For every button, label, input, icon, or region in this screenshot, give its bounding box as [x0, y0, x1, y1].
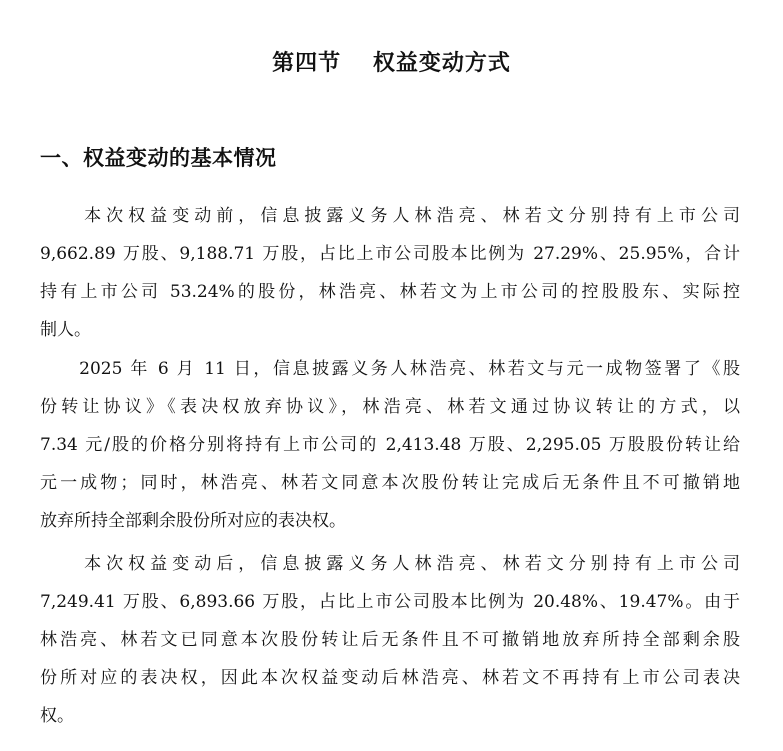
subheading: 一、权益变动的基本情况 [40, 146, 277, 170]
paragraph-line: 份转让协议》《表决权放弃协议》，林浩亮、林若文通过协议转让的方式，以 [40, 397, 740, 417]
paragraph-after-change [40, 545, 740, 735]
paragraph-line: 元一成物；同时，林浩亮、林若文同意本次股份转让完成后无条件且不可撤销地 [40, 473, 740, 493]
paragraph-line: 份所对应的表决权，因此本次权益变动后林浩亮、林若文不再持有上市公司表决 [40, 668, 740, 688]
paragraph-line: 林浩亮、林若文已同意本次股份转让后无条件且不可撤销地放弃所持全部剩余股 [40, 630, 740, 650]
paragraph-line: 2025 年 6 月 11 日，信息披露义务人林浩亮、林若文与元一成物签署了《股 [40, 359, 740, 379]
paragraph-line: 本次权益变动后，信息披露义务人林浩亮、林若文分别持有上市公司 [40, 554, 740, 574]
paragraph-line: 本次权益变动前，信息披露义务人林浩亮、林若文分别持有上市公司 [40, 206, 740, 226]
paragraph-line: 权。 [40, 706, 74, 726]
paragraph-line: 7.34 元/股的价格分别将持有上市公司的 2,413.48 万股、2,295.05 万股股份转让给 [40, 435, 740, 455]
paragraph-line: 制人。 [40, 320, 91, 340]
paragraph-transfer-agreement [40, 350, 740, 540]
paragraph-before-change [40, 197, 740, 349]
section-title: 第四节 权益变动方式 [272, 51, 511, 76]
paragraph-line: 放弃所持全部剩余股份所对应的表决权。 [40, 511, 346, 531]
paragraph-line: 7,249.41 万股、6,893.66 万股，占比上市公司股本比例为 20.48%、19.47%。由于 [40, 592, 740, 612]
paragraph-line: 9,662.89 万股、9,188.71 万股，占比上市公司股本比例为 27.29%、25.95%，合计 [40, 244, 740, 264]
paragraph-line: 持有上市公司 53.24%的股份，林浩亮、林若文为上市公司的控股股东、实际控 [40, 282, 740, 302]
